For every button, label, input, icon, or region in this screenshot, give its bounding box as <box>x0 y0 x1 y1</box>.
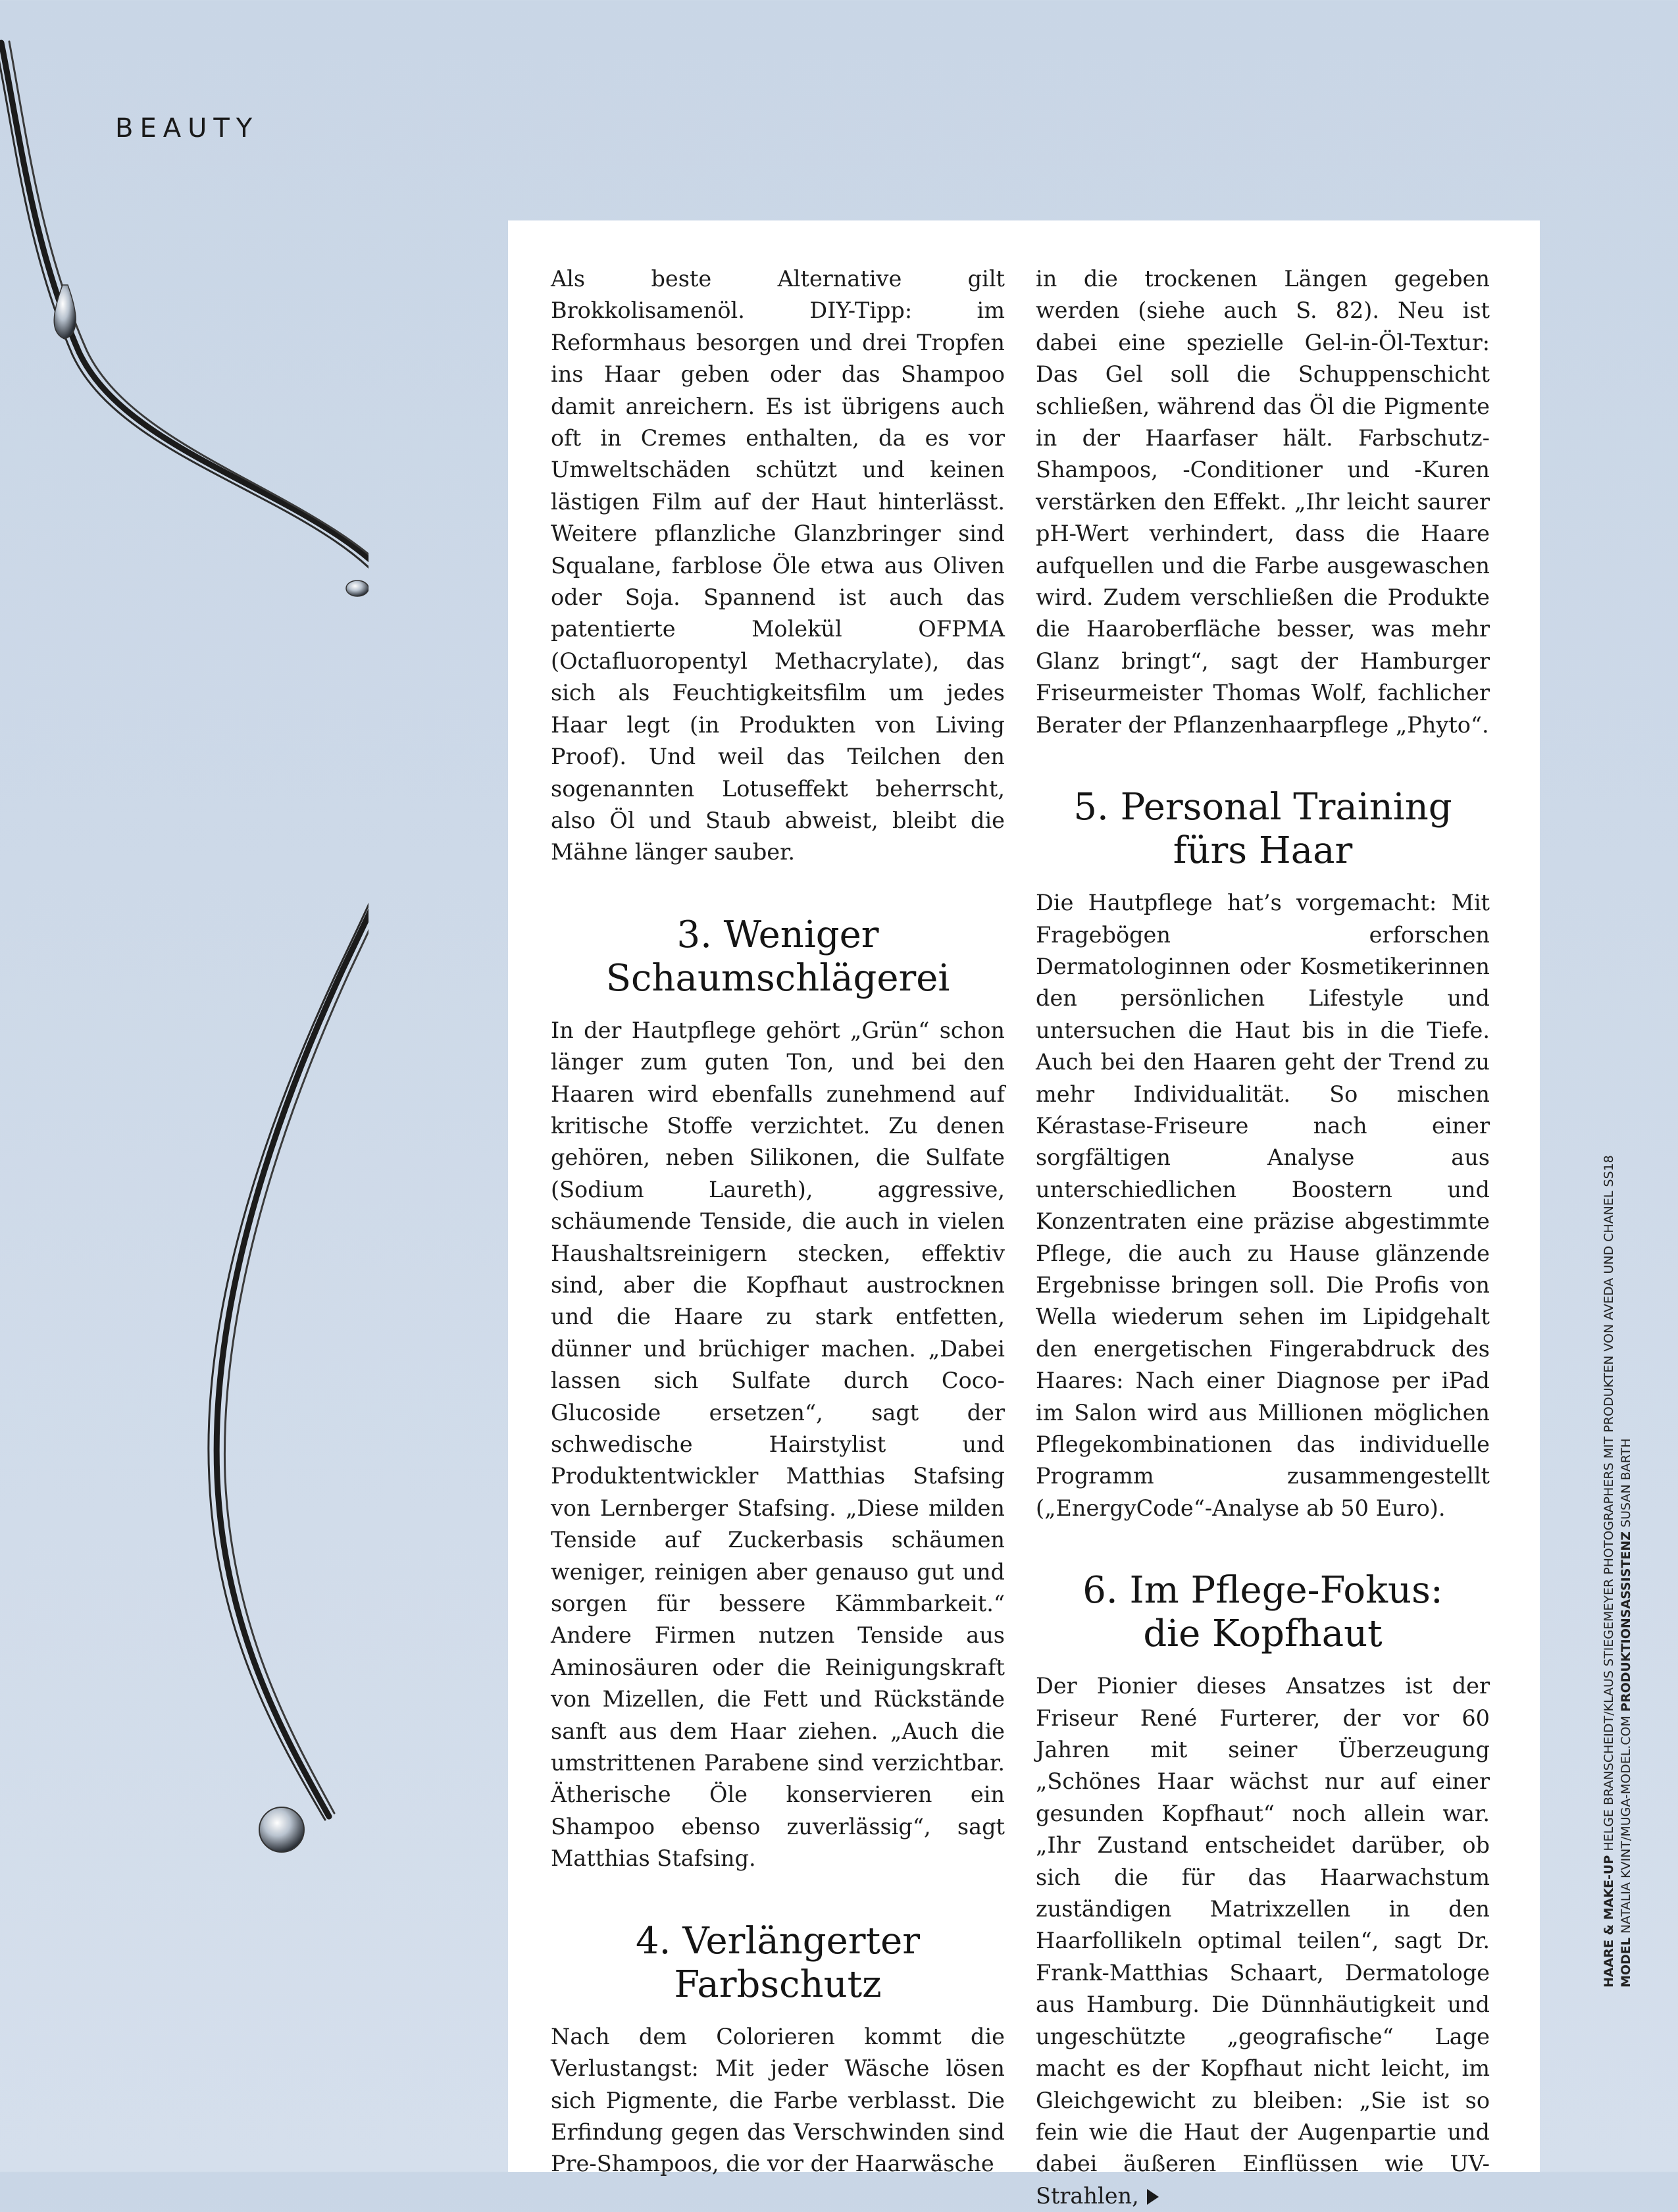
section-6-text: Der Pionier dieses Ansatzes ist der Friseur René Furterer, der vor 60 Jahren mit seiner Überzeugung „Schönes Haar wächst nur auf einer gesunden Kopfhaut“ noch allein war. „Ihr Zustand entscheidet darüber, ob sich die für das Haarwachstum zuständigen Matrixzellen in den Haarfollikeln optimal teilen“, sagt Dr. Frank-Matthias Schaart, Dermatologe aus Hamburg. Die Dünnhäutigkeit und ungeschützte „geografische“ Lage macht es der Kopfhaut nicht leicht, im Gleichgewicht zu bleiben: „Sie ist so fein wie die Haut der Augenpartie und dabei äußeren Einflüssen wie UV-Strahlen, <box>1036 1673 1490 2209</box>
water-droplets <box>54 285 369 1852</box>
section-heading-5 <box>1036 786 1490 873</box>
section-6-body <box>1036 1670 1490 2212</box>
section-heading-6 <box>1036 1569 1490 1656</box>
section-5-body: Die Hautpflege hat’s vorgemacht: Mit Fragebögen erforschen Dermatologinnen oder Kosmetikerinnen den persönlichen Lifestyle und untersuchen die Haut bis in die Tiefe. Auch bei den Haaren geht der Trend zu mehr Individualität. So mischen Kérastase-Friseure nach einer sorgfältigen Analyse aus unterschiedlichen Boostern und Konzentraten eine präzise abgestimmte Pflege, die auch zu Hause glänzende Ergebnisse bringen soll. Die Profis von Wella wiederum sehen im Lipidgehalt den energetischen Fingerabdruck des Haares: Nach einer Diagnose per iPad im Salon wird aus Millionen möglichen Pflegekombinationen das individuelle Programm zusammengestellt („EnergyCode“-Analyse ab 50 Euro). <box>1036 890 1490 1521</box>
section-3-body: In der Hautpflege gehört „Grün“ schon länger zum guten Ton, und bei den Haaren wird ebenfalls zunehmend auf kritische Stoffe verzichtet. Zu denen gehören, neben Silikonen, die Sulfate (Sodium Laureth), aggressive, schäumende Tenside, die auch in vielen Haushaltsreinigern stecken, effektiv sind, aber die Kopfhaut austrocknen und die Haare zu stark entfetten, dünner und brüchiger machen. „Dabei lassen sich Sulfate durch Coco-Glucoside ersetzen“, sagt der schwedische Hairstylist und Produktentwickler Matthias Stafsing von Lernberger Stafsing. „Diese milden Tenside auf Zuckerbasis schäumen weniger, reinigen aber genauso gut und sorgen für bessere Kämmbarkeit.“ Andere Firmen nutzen Tenside aus Aminosäuren oder die Reinigungskraft von Mizellen, die Fett und Rückstände sanft aus dem Haar ziehen. „Auch die umstrittenen Parabene sind verzichtbar. Ätherische Öle konservieren ein Shampoo ebenso zuverlässig“, sagt Matthias Stafsing. <box>551 1017 1005 1872</box>
article-paragraph: Als beste Alternative gilt Brokkolisamenöl. DIY-Tipp: im Reformhaus besorgen und drei Tropfen ins Haar geben oder das Shampoo damit anreichern. Es ist übrigens auch oft in Cremes enthalten, da es vor Umweltschäden schützt und keinen lästigen Film auf der Haut hinterlässt. Weitere pflanzliche Glanzbringer sind Squalane, farblose Öle etwa aus Oliven oder Soja. Spannend ist auch das patentierte Molekül OFPMA (Octafluoropentyl Methacrylate), das sich als Feuchtigkeitsfilm um jedes Haar legt (in Produkten von Living Proof). Und weil das Teilchen den sogenannten Lotuseffekt beherrscht, also Öl und Staub abweist, bleibt die Mähne länger sauber. <box>551 266 1005 865</box>
section-4-body: Nach dem Colorieren kommt die Verlustangst: Mit jeder Wäsche lösen sich Pigmente, die Farbe verblasst. Die Erfindung gegen das Verschwinden sind Pre-Shampoos, die vor der Haarwäsche <box>551 2023 1005 2177</box>
credit-line-2 <box>1617 1155 1635 1988</box>
heading-line: Farbschutz <box>674 1963 882 2006</box>
credit-label: PRODUKTIONSASSISTENZ <box>1619 1531 1633 1712</box>
credit-text: NATALIA KVINT/MUGA-MODEL.COM <box>1619 1711 1633 1938</box>
column-left <box>551 263 1005 2180</box>
heading-line: 3. Weniger <box>676 913 879 956</box>
credit-line-1 <box>1600 1155 1617 1988</box>
heading-line: 5. Personal Training <box>1073 786 1452 829</box>
continue-arrow-icon <box>1147 2189 1159 2205</box>
heading-line: 4. Verlängerter <box>636 1919 920 1963</box>
credit-label: MODEL <box>1619 1938 1633 1988</box>
hair-strand-illustration <box>0 36 369 1945</box>
heading-line: fürs Haar <box>1173 829 1353 873</box>
article-panel <box>508 220 1540 2209</box>
heading-line: die Kopfhaut <box>1143 1612 1383 1656</box>
credit-text: HELGE BRANSCHEIDT/KLAUS STIEGEMEYER PHOTOGRAPHERS MIT PRODUKTEN VON AVEDA UND CHANEL SS18 <box>1602 1155 1616 1855</box>
section-heading-4 <box>551 1920 1005 2007</box>
heading-line: Schaumschlägerei <box>605 956 950 1000</box>
credit-text: SUSAN BARTH <box>1619 1438 1633 1531</box>
heading-line: 6. Im Pflege-Fokus: <box>1082 1569 1443 1612</box>
section-heading-3 <box>551 913 1005 1000</box>
column-right <box>1036 263 1490 2212</box>
photo-credits <box>1600 1155 1635 1988</box>
credit-label: HAARE & MAKE-UP <box>1602 1855 1616 1988</box>
article-paragraph: in die trockenen Längen gegeben werden (siehe auch S. 82). Neu ist dabei eine spezielle Gel-in-Öl-Textur: Das Gel soll die Schuppenschicht schließen, während das Öl die Pigmente in der Haarfaser hält. Farbschutz-Shampoos, -Conditioner und -Kuren verstärken den Effekt. „Ihr leicht saurer pH-Wert verhindert, dass die Haare aufquellen und die Farbe ausgewaschen wird. Zudem verschließen die Produkte die Haaroberfläche besser, was mehr Glanz bringt“, sagt der Hamburger Friseurmeister Thomas Wolf, fachlicher Berater der Pflanzenhaarpflege „Phyto“. <box>1036 266 1490 738</box>
section-label: BEAUTY <box>115 113 259 143</box>
